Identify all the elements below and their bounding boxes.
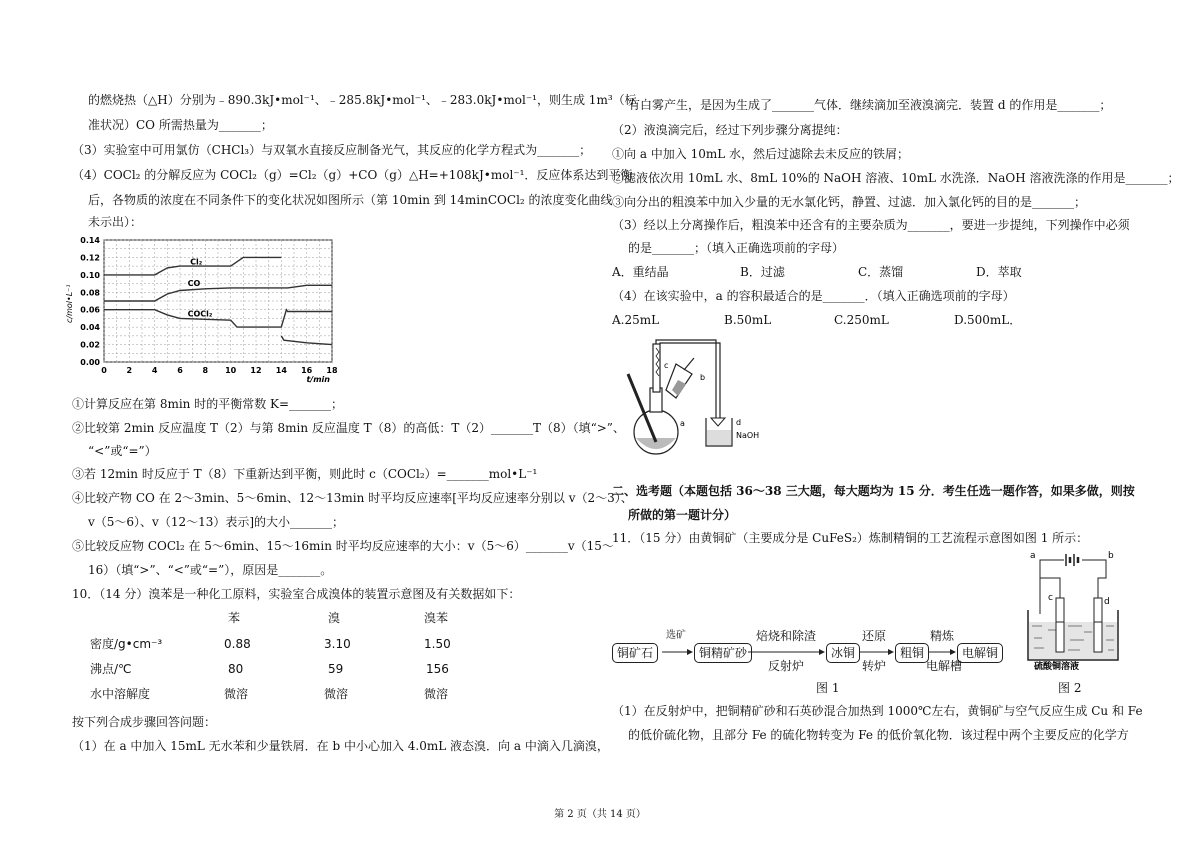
- text-line: 后，各物质的浓度在不同条件下的变化状况如图所示（第 10min 到 14minCOCl₂ 的浓度变化曲线: [88, 193, 613, 207]
- y-tick-label: 0.14: [80, 236, 100, 245]
- flow-label: 选矿: [666, 630, 686, 641]
- text-line: （3）经以上分离操作后，粗溴苯中还含有的主要杂质为_______，要进一步提纯，下列操作中必须: [612, 218, 1130, 232]
- x-tick-label: 14: [275, 366, 287, 375]
- data-table: [72, 606, 522, 706]
- apparatus-label-naoh: NaOH: [736, 431, 760, 440]
- series-label: Cl₂: [190, 257, 203, 267]
- cell-label-d: d: [1104, 597, 1110, 607]
- figure-1-caption: 图 1: [816, 681, 840, 695]
- option: D.500mL．: [954, 313, 1022, 327]
- steps-intro: 按下列合成步骤回答问题：: [72, 715, 217, 729]
- apparatus-diagram: [618, 334, 778, 460]
- text-line: 的燃烧热（△H）分别为﹣890.3kJ•mol⁻¹、﹣285.8kJ•mol⁻¹、﹣283.0kJ•mol⁻¹，则生成 1m³（标: [88, 93, 637, 107]
- x-axis-label: t/min: [306, 375, 330, 384]
- table-header: 溴苯: [424, 611, 449, 625]
- text-line: （3）实验室中可用氯仿（CHCl₃）与双氧水直接反应制备光气，其反应的化学方程式为_______；: [72, 143, 592, 157]
- flow-label: 还原: [862, 629, 887, 643]
- x-tick-label: 16: [301, 366, 313, 375]
- y-tick-label: 0.02: [80, 340, 100, 350]
- figure-2-caption: 图 2: [1058, 681, 1082, 695]
- cell-label-a: a: [1030, 551, 1036, 561]
- table-cell: 沸点/℃: [90, 662, 132, 676]
- text-line: ③向分出的粗溴苯中加入少量的无水氯化钙，静置、过滤．加入氯化钙的目的是_______；: [612, 195, 1087, 209]
- cell-label-b: b: [1108, 551, 1114, 561]
- page-footer: 第 2 页（共 14 页）: [554, 809, 646, 820]
- text-line: 有白雾产生，是因为生成了_______气体．继续滴加至液溴滴完．装置 d 的作用是_______；: [628, 98, 1112, 112]
- section-2-heading: 二、选考题（本题包括 36～38 三大题，每大题均为 15 分．考生任选一题作答，如果多做，则按: [612, 484, 1135, 498]
- flow-box: 冰铜: [826, 643, 860, 663]
- option: C.250mL: [834, 313, 889, 327]
- x-tick-label: 8: [202, 366, 209, 375]
- table-cell: 水中溶解度: [90, 687, 151, 701]
- table-cell: 80: [228, 662, 244, 676]
- y-tick-label: 0.04: [80, 323, 100, 333]
- table-cell: 微溶: [224, 687, 249, 701]
- option: B.50mL: [724, 313, 772, 327]
- table-cell: 3.10: [324, 637, 351, 651]
- text-line: （4）在该实验中，a 的容积最适合的是_______．（填入正确选项前的字母）: [612, 289, 1015, 303]
- x-tick-label: 4: [151, 366, 158, 375]
- problem-10: 10．（14 分）溴苯是一种化工原料，实验室合成溴体的装置示意图及有关数据如下：: [72, 587, 521, 601]
- electrolysis-diagram: [1022, 548, 1122, 672]
- option: B．过滤: [740, 265, 785, 279]
- cell-label-c: c: [1048, 593, 1053, 603]
- option: C．蒸馏: [858, 265, 904, 279]
- flow-box: 粗铜: [895, 643, 929, 663]
- y-tick-label: 0.08: [80, 288, 100, 298]
- y-tick-label: 0.12: [80, 253, 100, 263]
- table-cell: 59: [328, 662, 344, 676]
- question-2-cont: “<”或“=”）: [88, 444, 157, 458]
- question-5: ⑤比较反应物 COCl₂ 在 5～6min、15～16min 时平均反应速率的大小：v（5～6）_______v（15～: [72, 539, 614, 553]
- table-cell: 微溶: [424, 687, 449, 701]
- table-cell: 微溶: [324, 687, 349, 701]
- apparatus-label-c: c: [664, 361, 669, 370]
- x-tick-label: 12: [250, 366, 262, 375]
- apparatus-label-a: a: [680, 419, 685, 428]
- y-tick-label: 0.06: [80, 305, 100, 315]
- table-header: 溴: [328, 611, 341, 625]
- table-cell: 密度/g•cm⁻³: [90, 637, 163, 651]
- text-line: 的低价硫化物，且部分 Fe 的硫化物转变为 Fe 的低价氧化物．该过程中两个主要反应的化学方: [628, 728, 1129, 742]
- question-4-cont: v（5～6）、v（12～13）表示]的大小_______；: [88, 515, 345, 529]
- flow-box: 电解铜: [957, 643, 1003, 663]
- table-header: 苯: [228, 611, 241, 625]
- question-3: ③若 12min 时反应于 T（8）下重新达到平衡，则此时 c（COCl₂）=_______mol•L⁻¹: [72, 467, 538, 481]
- text-line: ②滤液依次用 10mL 水、8mL 10%的 NaOH 溶液、10mL 水洗涤．NaOH 溶液洗涤的作用是_______；: [612, 171, 1180, 185]
- flow-box: 铜精矿砂: [694, 643, 752, 663]
- question-5-cont: 16）（填“>”、“<”或“=”），原因是_______。: [88, 563, 333, 577]
- x-tick-label: 10: [225, 366, 237, 375]
- concentration-chart: [60, 232, 350, 390]
- text-line: （4）COCl₂ 的分解反应为 COCl₂（g）=Cl₂（g）+CO（g）△H=+108kJ•mol⁻¹．反应体系达到平衡: [72, 168, 633, 182]
- y-tick-label: 0.00: [80, 358, 100, 367]
- question-4: ④比较产物 CO 在 2～3min、5～6min、12～13min 时平均反应速率[平均反应速率分别以 v（2～3）、: [72, 491, 633, 505]
- question-2: ②比较第 2min 反应温度 T（2）与第 8min 反应温度 T（8）的高低：T（2）_______T（8）（填“>”、: [72, 421, 625, 435]
- option: A．重结晶: [612, 265, 669, 279]
- section-2-heading-cont: 所做的第一题计分）: [628, 508, 737, 522]
- flow-label: 精炼: [930, 629, 955, 643]
- option: A.25mL: [612, 313, 660, 327]
- option: D．萃取: [976, 265, 1022, 279]
- flow-label: 转炉: [862, 659, 887, 673]
- table-cell: 0.88: [224, 637, 251, 651]
- apparatus-label-d: d: [736, 418, 742, 427]
- x-tick-label: 18: [326, 366, 338, 375]
- text-line: （1）在反射炉中，把铜精矿砂和石英砂混合加热到 1000℃左右，黄铜矿与空气反应生成 Cu 和 Fe: [612, 704, 1143, 718]
- flow-box: 铜矿石: [612, 643, 658, 663]
- text-line: 准状况）CO 所需热量为_______；: [88, 118, 273, 132]
- text-line: 的是_______；（填入正确选项前的字母）: [628, 241, 845, 255]
- question-1: ①计算反应在第 8min 时的平衡常数 K=_______；: [72, 397, 344, 411]
- flow-label: 电解槽: [926, 659, 963, 673]
- series-label: COCl₂: [187, 309, 213, 319]
- flow-diagram: [608, 626, 1028, 676]
- table-cell: 156: [426, 662, 449, 676]
- x-tick-label: 2: [126, 366, 133, 375]
- x-tick-label: 0: [101, 366, 107, 375]
- text-line: （2）液溴滴完后，经过下列步骤分离提纯：: [612, 123, 848, 137]
- flow-label: 焙烧和除渣: [756, 629, 817, 643]
- cell-solution-label: 硫酸铜溶液: [1034, 662, 1080, 672]
- x-tick-label: 6: [177, 366, 183, 375]
- apparatus-label-b: b: [700, 373, 706, 382]
- y-axis-label: c/mol•L⁻¹: [65, 284, 74, 323]
- flow-label: 反射炉: [768, 659, 805, 673]
- y-tick-label: 0.10: [80, 270, 100, 280]
- text-line: ①向 a 中加入 10mL 水，然后过滤除去未反应的铁屑；: [612, 147, 910, 161]
- table-cell: 1.50: [424, 637, 451, 651]
- series-label: CO: [187, 279, 201, 289]
- step-1: （1）在 a 中加入 15mL 无水苯和少量铁屑．在 b 中小心加入 4.0mL 液态溴．向 a 中滴入几滴溴，: [72, 739, 609, 753]
- text-line: 未示出）：: [88, 215, 143, 229]
- problem-11: 11．（15 分）由黄铜矿（主要成分是 CuFeS₂）炼制精铜的工艺流程示意图如图 1 所示：: [612, 531, 1089, 545]
